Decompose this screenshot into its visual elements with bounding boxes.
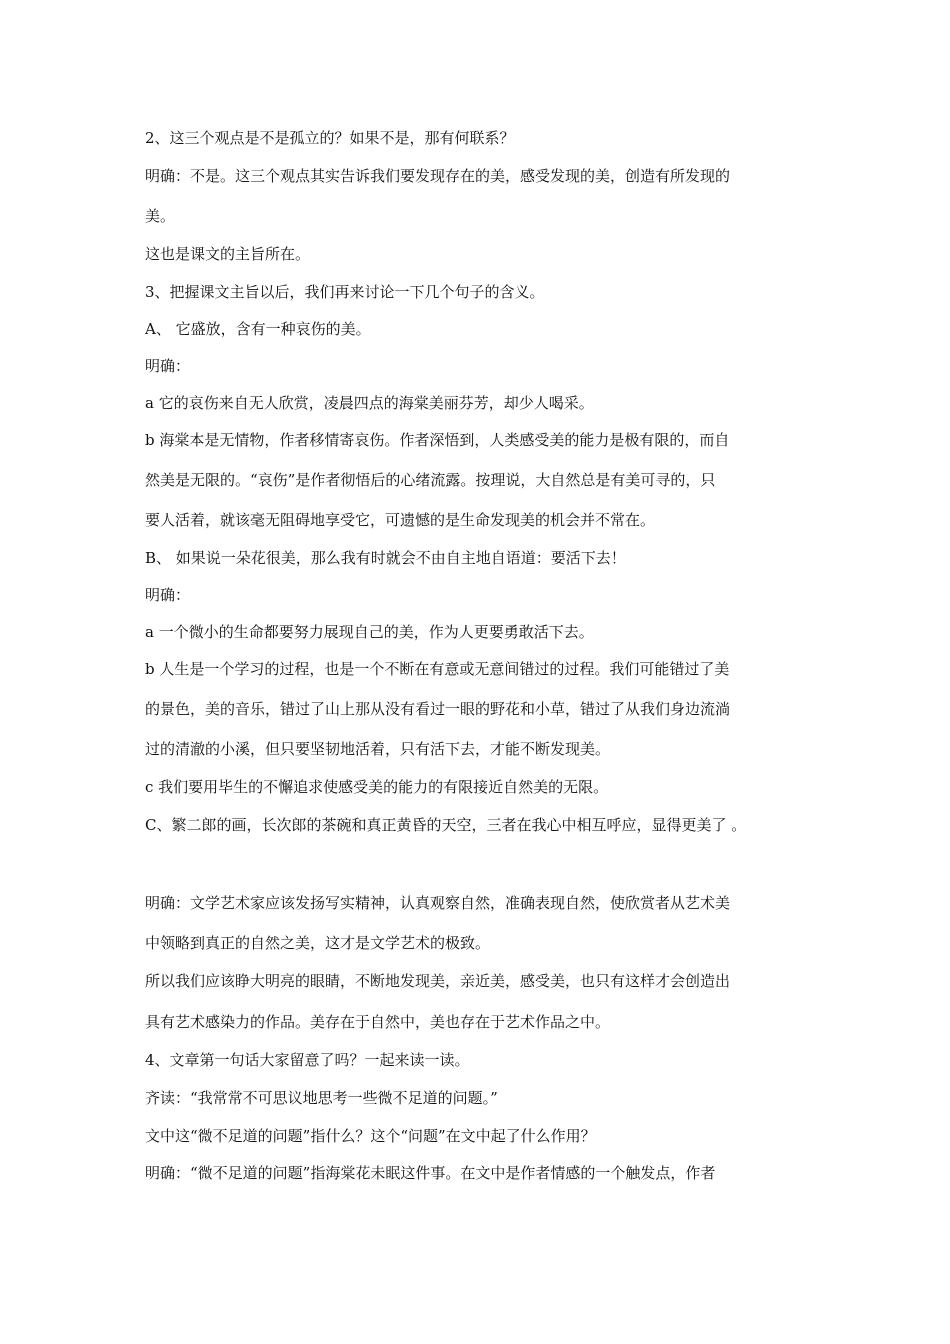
answer-item-c: c 我们要用毕生的不懈追求使感受美的能力的有限接近自然美的无限。 xyxy=(145,778,609,796)
reading-line: 齐读：“我常常不可思议地思考一些微不足道的问题。” xyxy=(145,1089,498,1107)
paragraph-line: 所以我们应该睁大明亮的眼睛，不断地发现美，亲近美，感受美，也只有这样才会创造出 xyxy=(145,972,731,990)
answer-item-b-cont: 然美是无限的。“哀伤”是作者彻悟后的心绪流露。按理说，大自然总是有美可寻的，只 xyxy=(145,471,716,489)
sentence-a: A、 它盛放，含有一种哀伤的美。 xyxy=(145,320,371,338)
question-3: 3、把握课文主旨以后，我们再来讨论一下几个句子的含义。 xyxy=(145,283,545,301)
question-4: 4、文章第一句话大家留意了吗？一起来读一读。 xyxy=(145,1051,470,1069)
paragraph-line: 这也是课文的主旨所在。 xyxy=(145,245,311,263)
answer-item-b-cont: 要人活着，就该毫无阻碍地享受它，可遗憾的是生命发现美的机会并不常在。 xyxy=(145,511,656,529)
answer-item-b: b 人生是一个学习的过程，也是一个不断在有意或无意间错过的过程。我们可能错过了美 xyxy=(145,660,730,678)
sentence-b: B、 如果说一朵花很美，那么我有时就会不由自主地自语道：要活下去！ xyxy=(145,549,626,567)
answer-line: 明确：文学艺术家应该发扬写实精神，认真观察自然，准确表现自然，使欣赏者从艺术美 xyxy=(145,894,731,912)
answer-label: 明确： xyxy=(145,586,191,604)
answer-item-b-cont: 的景色，美的音乐，错过了山上那从没有看过一眼的野花和小草，错过了从我们身边流淌 xyxy=(145,700,731,718)
question-line: 文中这“微不足道的问题”指什么？这个“问题”在文中起了什么作用？ xyxy=(145,1127,596,1145)
answer-label: 明确： xyxy=(145,357,191,375)
answer-item-b: b 海棠本是无情物，作者移情寄哀伤。作者深悟到，人类感受美的能力是极有限的，而自 xyxy=(145,431,730,449)
answer-line: 中领略到真正的自然之美，这才是文学艺术的极致。 xyxy=(145,934,491,952)
answer-line: 美。 xyxy=(145,207,176,225)
answer-item-a: a 它的哀伤来自无人欣赏，凌晨四点的海棠美丽芬芳，却少人喝采。 xyxy=(145,394,594,412)
answer-line: 明确：“微不足道的问题”指海棠花未眠这件事。在文中是作者情感的一个触发点，作者 xyxy=(145,1164,716,1182)
sentence-c: C、繁二郎的画，长次郎的茶碗和真正黄昏的天空，三者在我心中相互呼应，显得更美了 。 xyxy=(145,816,747,834)
answer-item-b-cont: 过的清澈的小溪，但只要坚韧地活着，只有活下去，才能不断发现美。 xyxy=(145,740,611,758)
paragraph-line: 具有艺术感染力的作品。美存在于自然中，美也存在于艺术作品之中。 xyxy=(145,1013,611,1031)
answer-item-a: a 一个微小的生命都要努力展现自己的美，作为人更要勇敢活下去。 xyxy=(145,623,594,641)
question-2: 2、这三个观点是不是孤立的？如果不是，那有何联系？ xyxy=(145,129,515,147)
answer-line: 明确：不是。这三个观点其实告诉我们要发现存在的美，感受发现的美，创造有所发现的 xyxy=(145,167,731,185)
